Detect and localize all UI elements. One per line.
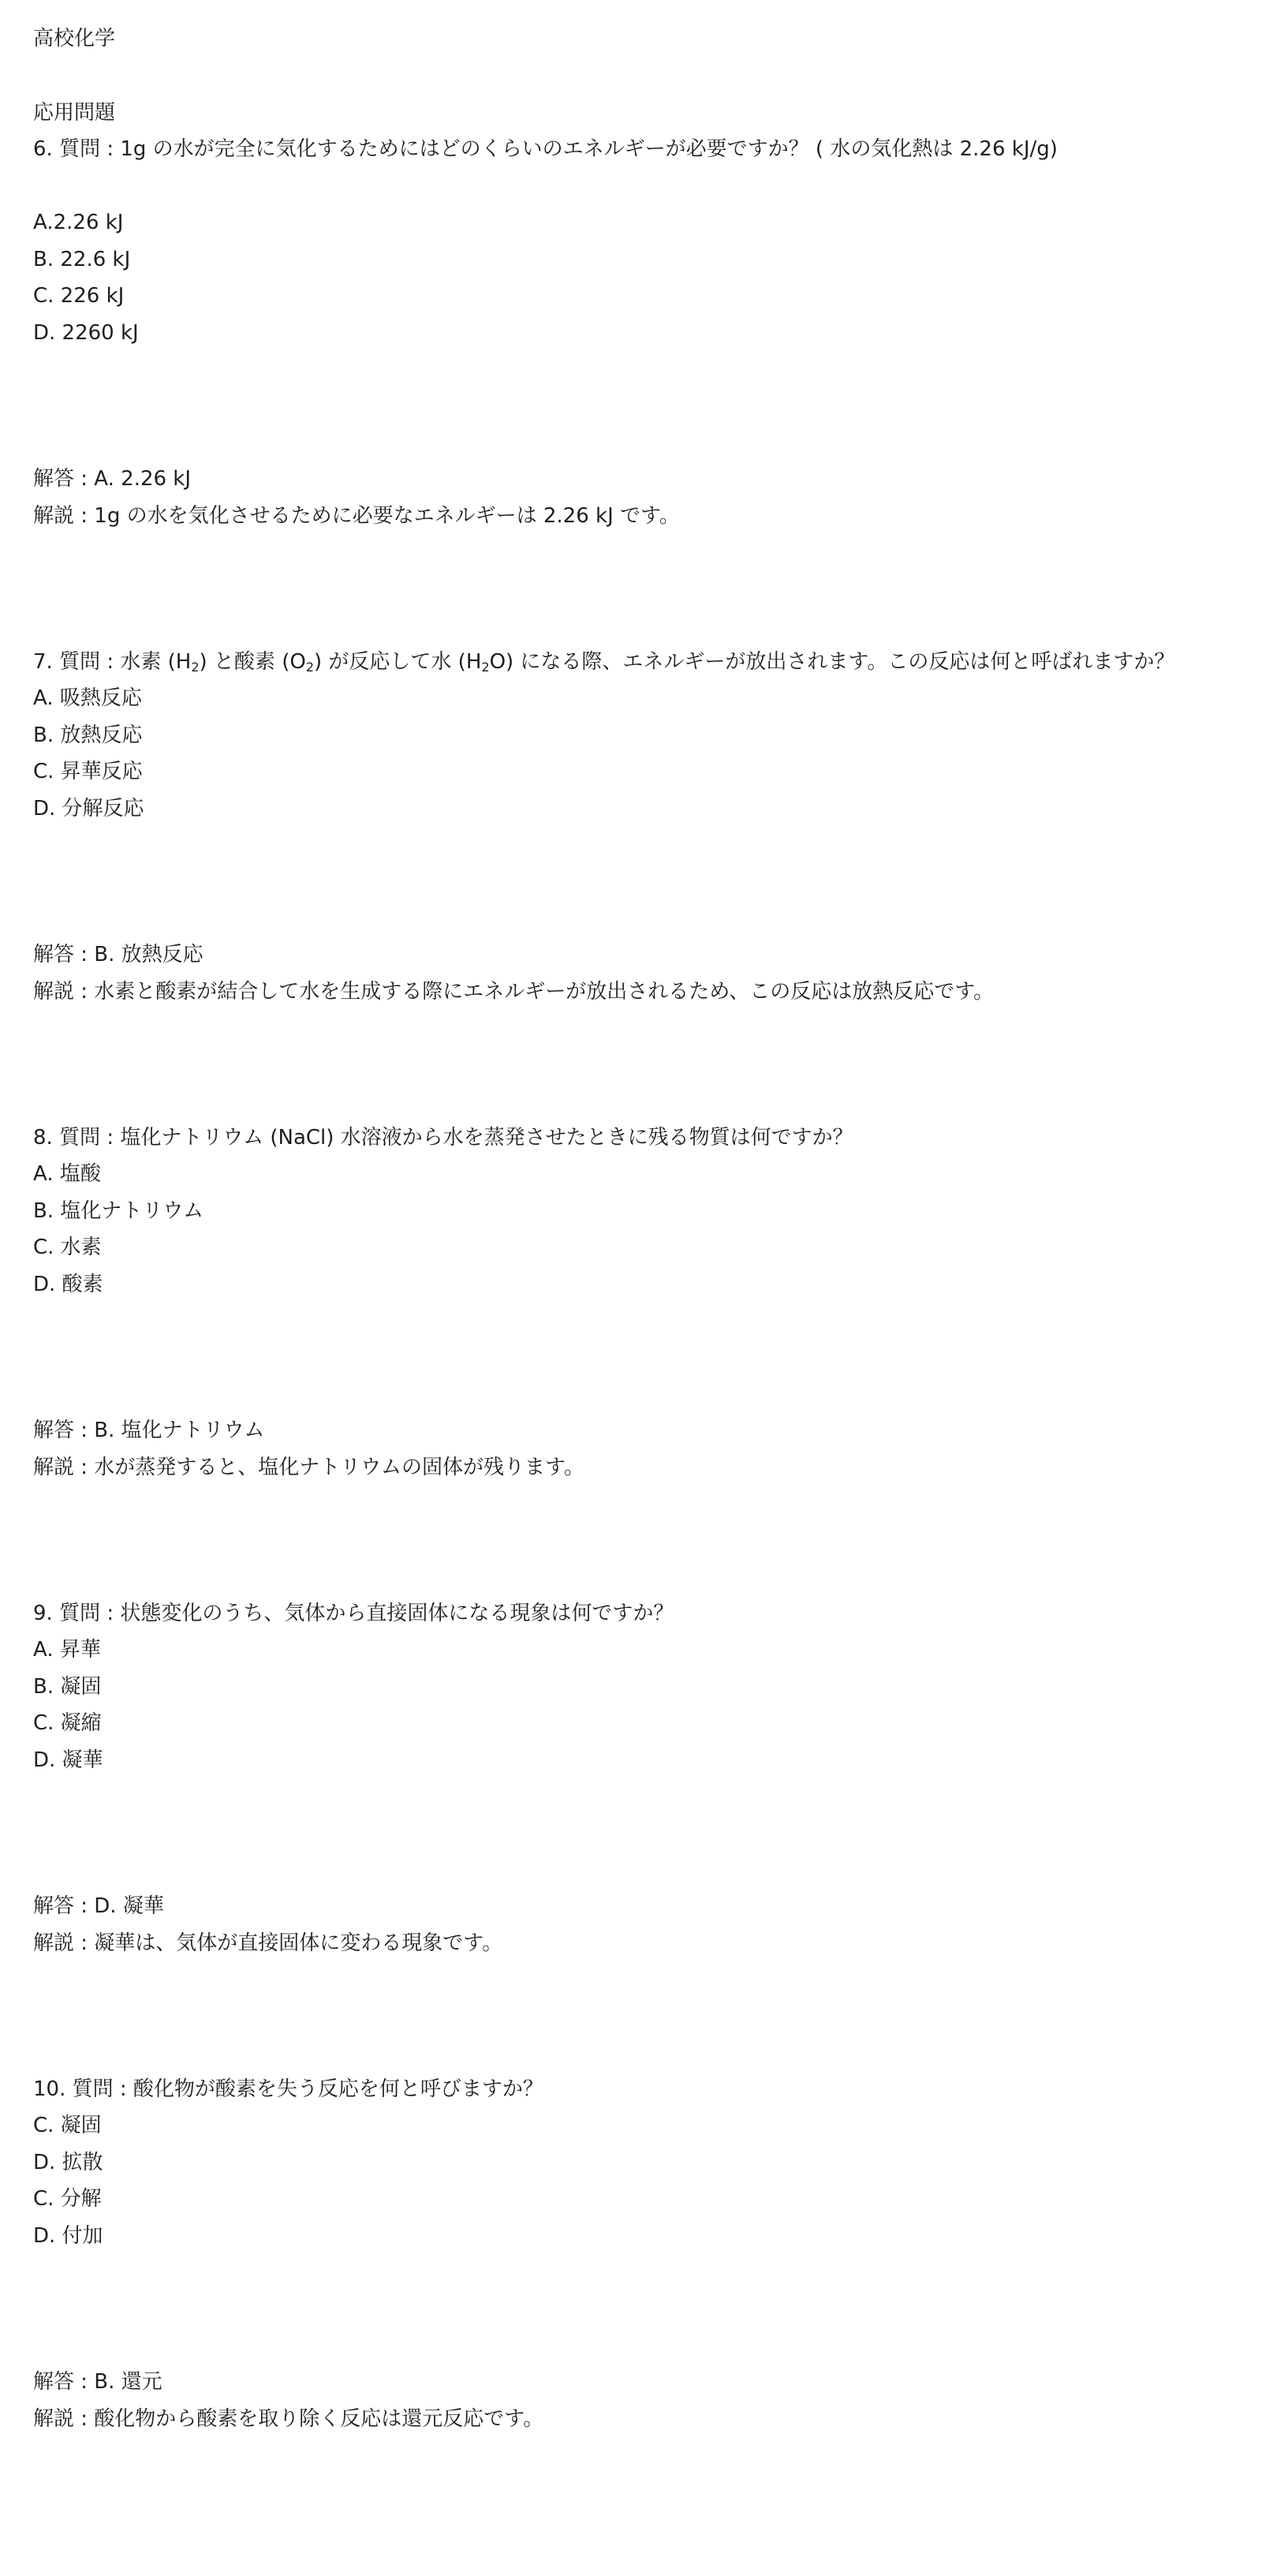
question-6-answer: 解答 : A. 2.26 kJ xyxy=(33,467,192,491)
question-7-text xyxy=(33,649,1174,675)
question-10-explanation: 解説 : 酸化物から酸素を取り除く反応は還元反応です。 xyxy=(33,2407,544,2431)
question-6-text: 6. 質問 : 1g の水が完全に気化するためにはどのくらいのエネルギーが必要ですか？ ( 水の気化熱は 2.26 kJ/g) xyxy=(33,137,1058,161)
question-9-option-c: C. 凝縮 xyxy=(33,1711,102,1735)
question-10-option-4: D. 付加 xyxy=(33,2224,103,2248)
question-7-text-part1: 7. 質問 : 水素 (H xyxy=(33,650,192,674)
section-title: 応用問題 xyxy=(33,101,116,125)
question-7-option-d: D. 分解反応 xyxy=(33,797,144,821)
subscript-2: 2 xyxy=(481,660,490,675)
question-8-option-a: A. 塩酸 xyxy=(33,1162,101,1186)
question-7-explanation: 解説 : 水素と酸素が結合して水を生成する際にエネルギーが放出されるため、この反応は放熱反応です。 xyxy=(33,980,995,1004)
question-9-option-a: A. 昇華 xyxy=(33,1638,101,1662)
question-9-option-b: B. 凝固 xyxy=(33,1675,102,1699)
question-8-answer: 解答 : B. 塩化ナトリウム xyxy=(33,1419,265,1442)
question-7-text-part3: ) が反応して水 (H xyxy=(314,650,482,674)
question-6-option-b: B. 22.6 kJ xyxy=(33,248,131,271)
question-6-option-c: C. 226 kJ xyxy=(33,284,125,308)
subject-title: 高校化学 xyxy=(33,27,116,50)
question-9-option-d: D. 凝華 xyxy=(33,1748,103,1772)
subscript-2: 2 xyxy=(191,660,200,675)
question-9-text: 9. 質問 : 状態変化のうち、気体から直接固体になる現象は何ですか？ xyxy=(33,1602,674,1625)
question-7-answer: 解答 : B. 放熱反応 xyxy=(33,943,203,966)
question-7-option-a: A. 吸熱反応 xyxy=(33,686,142,710)
question-10-option-3: C. 分解 xyxy=(33,2187,102,2211)
question-7-option-c: C. 昇華反応 xyxy=(33,760,143,783)
question-8-text: 8. 質問 : 塩化ナトリウム (NaCl) 水溶液から水を蒸発させたときに残る物質は何ですか？ xyxy=(33,1126,853,1150)
question-8-option-d: D. 酸素 xyxy=(33,1273,103,1296)
question-8-option-c: C. 水素 xyxy=(33,1236,102,1259)
question-10-option-2: D. 拡散 xyxy=(33,2151,103,2174)
question-10-answer: 解答 : B. 還元 xyxy=(33,2370,162,2394)
question-6-explanation: 解説 : 1g の水を気化させるために必要なエネルギーは 2.26 kJ です。 xyxy=(33,504,680,528)
question-10-text: 10. 質問 : 酸化物が酸素を失う反応を何と呼びますか？ xyxy=(33,2077,543,2101)
question-7-text-part4: O) になる際、エネルギーが放出されます。この反応は何と呼ばれますか？ xyxy=(489,650,1175,674)
question-6-option-a: A.2.26 kJ xyxy=(33,211,124,234)
subscript-2: 2 xyxy=(305,660,314,675)
question-9-answer: 解答 : D. 凝華 xyxy=(33,1894,164,1918)
question-7-option-b: B. 放熱反応 xyxy=(33,723,143,747)
question-8-option-b: B. 塩化ナトリウム xyxy=(33,1199,204,1223)
question-9-explanation: 解説 : 凝華は、気体が直接固体に変わる現象です。 xyxy=(33,1931,503,1955)
question-10-option-1: C. 凝固 xyxy=(33,2114,102,2137)
question-6-option-d: D. 2260 kJ xyxy=(33,321,139,345)
question-8-explanation: 解説 : 水が蒸発すると、塩化ナトリウムの固体が残ります。 xyxy=(33,1456,584,1479)
question-7-text-part2: ) と酸素 (O xyxy=(199,650,306,674)
